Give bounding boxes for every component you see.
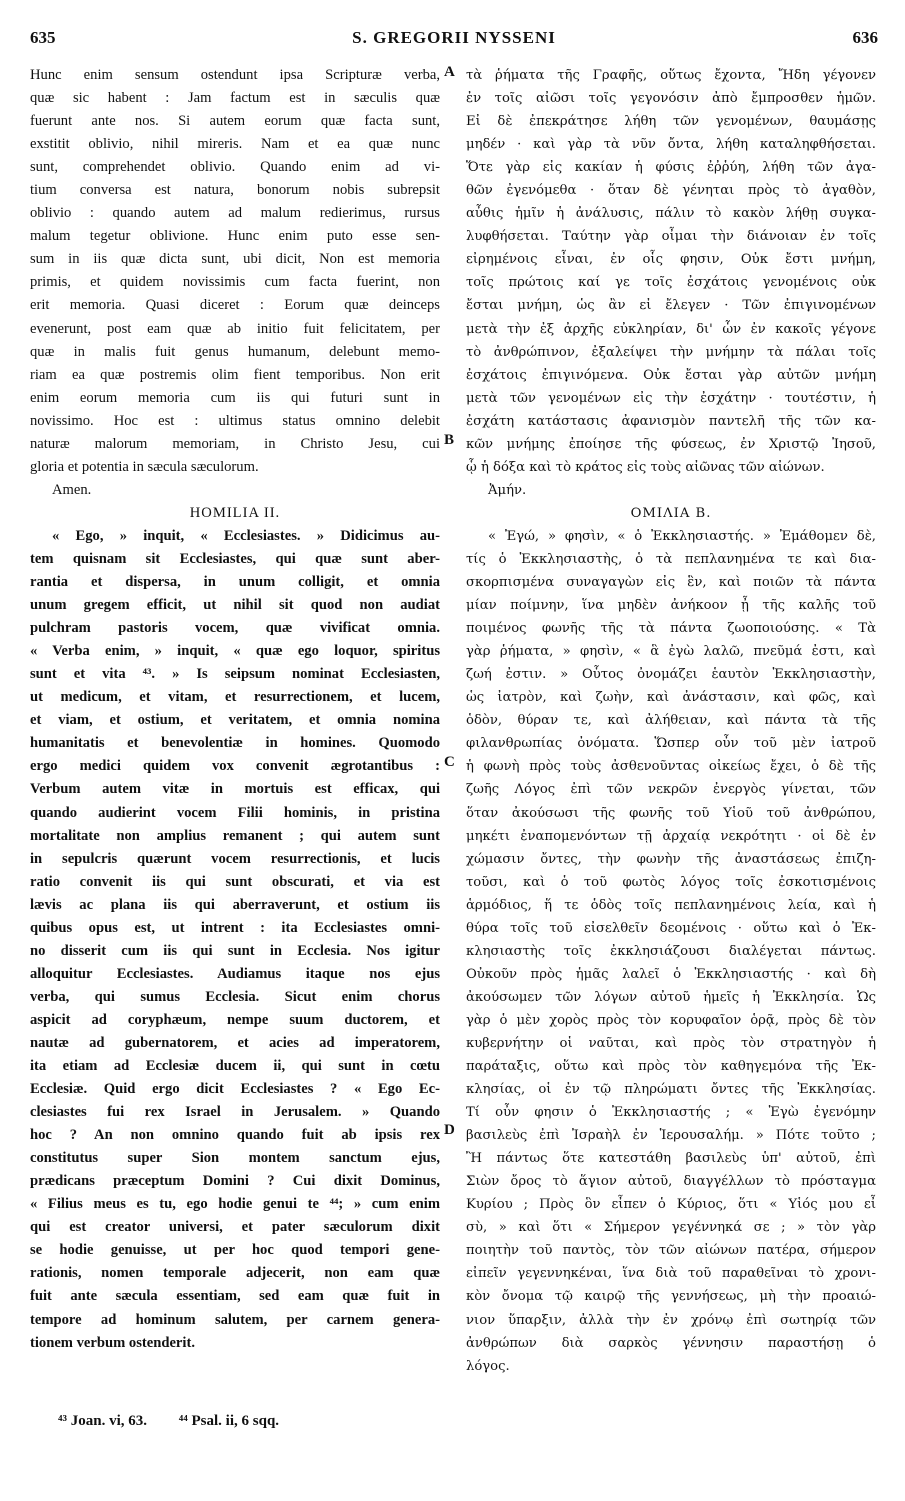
text-line: ὁδὸν, θύραν τε, καὶ ἀλήθειαν, καὶ πάντα τὰ τῆς xyxy=(466,713,876,729)
text-line: σκορπισμένα συναγαγὼν εἰς ἓν, καὶ ποιῶν τὰ πάντα xyxy=(466,575,876,591)
text-line: verba, qui sumus Ecclesia. Sicut enim chorus xyxy=(30,988,440,1005)
text-line: no disserit cum iis qui sunt in Ecclesia. Nos igitur xyxy=(30,942,440,959)
homily-heading: HOMILIA II. xyxy=(189,504,281,521)
text-line: ζωῆς Λόγος ἐπὶ τῶν νεκρῶν ἐνεργὸς γίνεται, τῶν xyxy=(466,782,876,798)
text-line: μηδέν · καὶ γὰρ τὰ νῦν ὄντα, λήθη καταληφθήσεται. xyxy=(466,137,876,153)
text-line: tem quisnam sit Ecclesiastes, qui quæ sunt aber- xyxy=(30,550,440,567)
text-line: Σιὼν ὄρος τὸ ἅγιον αὐτοῦ, διαγγέλλων τὸ πρόσταγμα xyxy=(466,1174,876,1190)
text-line: « Filius meus es tu, ego hodie genui te ⁴⁴; » cum enim xyxy=(30,1196,440,1213)
page-header xyxy=(30,22,878,52)
text-line: τὰ ῥήματα τῆς Γραφῆς, οὕτως ἔχοντα, Ἤδη γέγονεν xyxy=(466,68,876,83)
text-line: γὰρ ὁ μὲν χορὸς πρὸς τὸν κορυφαῖον ὁρᾷ, πρὸς δὲ τὸν xyxy=(466,1012,876,1028)
text-line: κὸν ὄνομα τῷ καιρῷ τῆς γεννήσεως, μὴ τὴν προαιώ- xyxy=(466,1289,876,1305)
text-line: Κυρίου ; Πρὸς ὃν εἶπεν ὁ Κύριος, ὅτι « Υἱός μου εἶ xyxy=(466,1197,876,1213)
text-line: primis, et quidem novissimis cum facta fuerint, non xyxy=(30,274,440,291)
running-title: S. GREGORII NYSSENI xyxy=(352,28,556,47)
text-line: oblivio : quando autem ad malum redierimus, rursus xyxy=(30,205,440,222)
latin-column xyxy=(30,64,440,1355)
text-line: et viam, et ostium, et veritatem, et omnia nomina xyxy=(30,712,440,729)
text-line: λόγος. xyxy=(466,1358,510,1374)
text-line: quæ sic habent : Jam factum est in sæculis quæ xyxy=(30,90,440,107)
text-line: ita etiam ad Ecclesiæ ducem ii, qui sunt in cœtu xyxy=(30,1058,440,1075)
text-line: εἰρημένοις εἶναι, ἐν οἷς φησιν, Οὐκ ἔστι μνήμη, xyxy=(466,252,876,268)
text-line: alloquitur Ecclesiastes. Audiamus itaque nos ejus xyxy=(30,965,440,982)
text-line: unum gregem efficit, ut nihil sit quod non audiat xyxy=(30,597,440,614)
text-line: naturæ malorum memoriam, in Christo Jesu, cui xyxy=(30,435,440,452)
text-line: θύρα τοῖς τοῦ εἰσελθεῖν δεομένοις · οὕτω καὶ ὁ Ἐκ- xyxy=(466,920,876,936)
text-line: εἰπεῖν γεγεννηκέναι, ἵνα διὰ τοῦ παραθεῖναι τὸ χρονι- xyxy=(466,1266,876,1282)
text-line: prædicans præceptum Domini ? Cui dixit Dominus, xyxy=(30,1173,440,1190)
text-line: mortalitate non amplius remanent ; qui autem sunt xyxy=(30,827,440,844)
text-line: λυφθήσεται. Ταύτην γὰρ οἶμαι τὴν διάνοιαν ἐν τοῖς xyxy=(466,229,876,245)
text-line: ἀκούσωμεν τῶν λόγων αὐτοῦ ἡμεῖς ἡ Ἐκκλησία. Ὡς xyxy=(466,989,876,1005)
text-line: novissimo. Hoc est : ultimus status omnino delebit xyxy=(30,412,440,429)
text-line: χώμασιν ὄντες, τὴν φωνὴν τῆς ἀναστάσεως ἐπιζη- xyxy=(466,851,876,867)
text-line: pulchram pastoris vocem, quæ vivificat omnia. xyxy=(30,620,440,637)
text-line: se hodie genuisse, ut per hoc quod tempori gene- xyxy=(30,1242,440,1259)
text-line: παράταξις, οὕτω καὶ πρὸς τὸν καθηγεμόνα τῆς Ἐκ- xyxy=(466,1059,876,1075)
text-line: fuerunt ante nos. Si autem eorum quæ facta sunt, xyxy=(30,113,440,130)
page-number-right: 636 xyxy=(852,28,878,47)
text-line: Οὐκοῦν πρὸς ἡμᾶς λαλεῖ ὁ Ἐκκλησιαστής · καὶ δὴ xyxy=(466,966,876,982)
text-line: tionem verbum ostenderit. xyxy=(30,1334,195,1351)
text-line: sum in iis quæ dicta sunt, ubi dicit, Non est memoria xyxy=(30,251,440,268)
text-line: lævis ac plana iis qui aberraverunt, et ostium iis xyxy=(30,896,440,913)
text-line: κλησιαστὴς τοῖς ἐκκλησιάζουσι διαλέγεται πάντως. xyxy=(466,943,876,959)
text-line: humanitatis et benevolentiæ in homines. Quomodo xyxy=(30,735,440,752)
text-line: Verbum autem vitæ in mortuis est efficax, qui xyxy=(30,781,440,798)
text-line: sunt, comprehendet oblivio. Quando enim ad vi- xyxy=(30,159,440,176)
text-line: evenerunt, post eam quæ ab initio fuit felicitatem, per xyxy=(30,320,440,337)
footnotes xyxy=(58,1413,307,1430)
text-line: quando audierint vocem Filii hominis, in pristina xyxy=(30,804,440,821)
text-line: κυβερνήτην οἱ ναῦται, καὶ πρὸς τὸν στρατηγὸν ἡ xyxy=(466,1035,876,1051)
text-line: κῶν μνήμης ἐποίησε τῆς φύσεως, ἐν Χριστῷ Ἰησοῦ, xyxy=(466,436,876,452)
text-line: constitutus super Sion montem sanctum ejus, xyxy=(30,1150,440,1167)
text-line: « Verba enim, » inquit, « quæ ego loquor, spiritus xyxy=(30,643,440,660)
text-line: ἐσχάτοις ἐπιγινόμενα. Οὐκ ἔσται γὰρ αὐτῶν μνήμη xyxy=(466,367,876,383)
text-line: erit memoria. Quasi diceret : Eorum quæ deinceps xyxy=(30,297,440,314)
text-line: τοῦσι, καὶ ὁ τοῦ φωτὸς λόγος τοῖς ἐσκοτισμένοις xyxy=(466,874,876,890)
text-line: τὸ ἀνθρώπινον, ἐξαλείψει τὴν μνήμην τὰ πάλαι τοῖς xyxy=(466,344,876,360)
text-line: enim eorum memoria cum iis qui futuri sunt in xyxy=(30,389,440,406)
text-line: ἀνθρώπων διὰ σαρκὸς γέννησιν παραστήσῃ ὁ xyxy=(466,1335,876,1351)
text-line: riam ea quæ postremis olim fient temporibus. Non erit xyxy=(30,366,440,383)
text-line: αὖθις ἡμῖν ἡ ἀνάλυσις, πάλιν τὸ κακὸν λήθῃ συγκα- xyxy=(466,206,876,222)
text-line: Hunc enim sensum ostendunt ipsa Scripturæ verba, xyxy=(30,67,440,83)
text-line: ratio convenit iis qui sunt obscurati, et via est xyxy=(30,873,440,890)
text-line: ὡς ἰατρὸν, καὶ ζωὴν, καὶ ἀνάστασιν, καὶ φῶς, καὶ xyxy=(466,690,876,706)
text-line: sunt et vita ⁴³. » Is seipsum nominat Ecclesiasten, xyxy=(30,666,440,683)
text-line: quibus opus est, ut intrent : ita Ecclesiastes omni- xyxy=(30,919,440,936)
text-line: exstitit oblivio, nihil mireris. Nam et ea quæ nunc xyxy=(30,136,440,153)
text-line: νιον ὕπαρξιν, ἀλλὰ τὴν ἐν χρόνῳ ἐπὶ σωτηρίᾳ τῶν xyxy=(466,1312,876,1328)
text-line: ἁρμόδιος, ἥ τε ὁδὸς τοῖς πεπλανημένοις λεία, καὶ ἡ xyxy=(466,897,876,913)
text-line: clesiastes fui rex Israel in Jerusalem. » Quando xyxy=(30,1104,440,1121)
text-line: malum tegetur oblivione. Hunc enim puto esse sen- xyxy=(30,228,440,245)
text-line: tium conversa est natura, bonorum nobis subrepsit xyxy=(30,182,440,199)
text-line: ζωή ἐστιν. » Οὗτος ὀνομάζει ἑαυτὸν Ἐκκλησιαστὴν, xyxy=(466,667,876,683)
amen-line: Ἀμήν. xyxy=(488,482,527,498)
text-line: fuit ante sæcula essentiam, sed eam quæ fuit in xyxy=(30,1288,440,1305)
text-line: ἔσται μνήμη, ὡς ἂν εἰ ἔλεγεν · Τῶν ἐπιγινομένων xyxy=(466,298,876,314)
text-line: rationis, nomen temporale adjecerit, non eam quæ xyxy=(30,1265,440,1282)
text-line: ᾧ ἡ δόξα καὶ τὸ κράτος εἰς τοὺς αἰῶνας τῶν αἰώνων. xyxy=(466,459,825,475)
text-line: tempore ad hominum salutem, per carnem genera- xyxy=(30,1311,440,1328)
text-line: nautæ ad gubernatorem, et acies ad imperatorem, xyxy=(30,1034,440,1051)
text-line: θῶν ἐγενόμεθα · ὅταν δὲ γένηται πρὸς τὸ ἀγαθὸν, xyxy=(466,183,876,199)
footnote-43: ⁴³ Joan. vi, 63. xyxy=(58,1413,148,1429)
margin-letter-b: B xyxy=(444,432,455,448)
homily-heading: ΟΜΙΛΙΑ Β. xyxy=(630,505,712,521)
text-line: ἐσχάτη κατάστασις ἀφανισμὸν παντελῆ τῆς τῶν κα- xyxy=(466,413,876,429)
text-line: rantia et dispersa, in unum colligit, et omnia xyxy=(30,574,440,591)
text-line: « Ἐγώ, » φησὶν, « ὁ Ἐκκλησιαστής. » Ἐμάθομεν δὲ, xyxy=(488,528,876,544)
text-line: τίς ὁ Ἐκκλησιαστὴς, ὁ τὰ πεπλανημένα τε καὶ δια- xyxy=(466,551,876,567)
text-line: τοῖς πρώτοις καί γε τοῖς ἐσχάτοις γενομένοις οὐκ xyxy=(466,275,876,291)
text-line: μίαν ποίμνην, ἵνα μηδὲν ἀνήκοον ᾖ τῆς καλῆς τοῦ xyxy=(466,598,876,614)
text-line: ergo medici quidem vox convenit ægrotantibus : xyxy=(30,758,440,775)
text-line: qui est creator universi, et pater sæculorum dixit xyxy=(30,1219,440,1236)
text-line: γὰρ ῥήματα, » φησὶν, « ἃ ἐγὼ λαλῶ, πνεῦμά ἐστι, καὶ xyxy=(466,644,876,660)
text-line: Ἢ πάντως ὅτε κατεστάθη βασιλεὺς ὑπ' αὐτοῦ, ἐπὶ xyxy=(466,1151,876,1167)
text-line: aspicit ad coryphæum, nempe suum ductorem, et xyxy=(30,1011,440,1028)
text-line: in sepulcris quærunt vocem resurrectionis, et lucis xyxy=(30,850,440,867)
text-line: ἐν τοῖς αἰῶσι τοῖς γεγονόσιν ἀπὸ ἔμπροσθεν ἡμῶν. xyxy=(466,91,876,107)
margin-letter-c: C xyxy=(444,754,455,770)
text-line: hoc ? An non omnino quando fuit ab ipsis rex xyxy=(30,1127,440,1144)
text-line: σὺ, » καὶ ὅτι « Σήμερον γεγέννηκά σε ; » τὸν γὰρ xyxy=(466,1220,876,1236)
text-line: μηκέτι ἐναπομενόντων τῇ ἀρχαίᾳ νεκρότητι · οἱ δὲ ἐν xyxy=(466,828,876,844)
text-line: quæ in malis fuit genus humanum, delebunt memo- xyxy=(30,343,440,360)
text-line: ποιητὴν τοῦ παντὸς, τὸν τῶν αἰώνων πατέρα, σήμερον xyxy=(466,1243,876,1259)
text-line: Τί οὖν φησιν ὁ Ἐκκλησιαστής ; « Ἐγὼ ἐγενόμην xyxy=(466,1105,876,1121)
text-line: ποιμένος φωνῆς τῆς τὰ πάντα ζωοποιούσης. « Τὰ xyxy=(466,621,876,637)
text-line: μετὰ τῶν γενομένων εἰς τὴν ἐσχάτην · τουτέστιν, ἡ xyxy=(466,390,876,406)
text-line: ὅταν ἀκούσωσι τῆς φωνῆς τοῦ Υἱοῦ τοῦ ἀνθρώπου, xyxy=(466,805,876,821)
text-line: ἡ φωνὴ πρὸς τοὺς ἀσθενοῦντας οἰκείως ἔχει, ὁ δὲ τῆς xyxy=(466,759,876,775)
text-line: Εἰ δὲ ἐπεκράτησε λήθη τῶν γενομένων, θαυμάσῃς xyxy=(466,114,876,130)
margin-letter-d: D xyxy=(444,1122,455,1138)
text-line: ut medicum, et vitam, et resurrectionem, et lucem, xyxy=(30,689,440,706)
greek-column xyxy=(466,64,876,1378)
text-line: « Ego, » inquit, « Ecclesiastes. » Didicimus au- xyxy=(52,527,440,544)
text-line: Ecclesiæ. Quid ergo dicit Ecclesiastes ? « Ego Ec- xyxy=(30,1081,440,1098)
text-line: βασιλεὺς ἐπὶ Ἰσραὴλ ἐν Ἱερουσαλήμ. » Πότε τοῦτο ; xyxy=(466,1128,876,1144)
text-line: μετὰ τὴν ἐξ ἀρχῆς εὐκληρίαν, δι' ὧν ἐν κακοῖς γέγονε xyxy=(466,321,876,337)
text-line: Ὅτε γὰρ εἰς κακίαν ἡ φύσις ἐῤῥύη, λήθη τῶν ἀγα- xyxy=(466,160,876,176)
text-line: gloria et potentia in sæcula sæculorum. xyxy=(30,458,259,475)
margin-letter-a: A xyxy=(444,64,455,80)
footnote-44: ⁴⁴ Psal. ii, 6 sqq. xyxy=(178,1413,280,1429)
text-line: φιλανθρωπίας ὀνόματα. Ὥσπερ οὖν τοῦ μὲν ἰατροῦ xyxy=(466,736,876,752)
amen-line: Amen. xyxy=(52,481,92,498)
page-number-left: 635 xyxy=(30,28,56,47)
text-line: κλησίας, οἱ ἐν τῷ πληρώματι ὄντες τῆς Ἐκκλησίας. xyxy=(466,1082,876,1098)
